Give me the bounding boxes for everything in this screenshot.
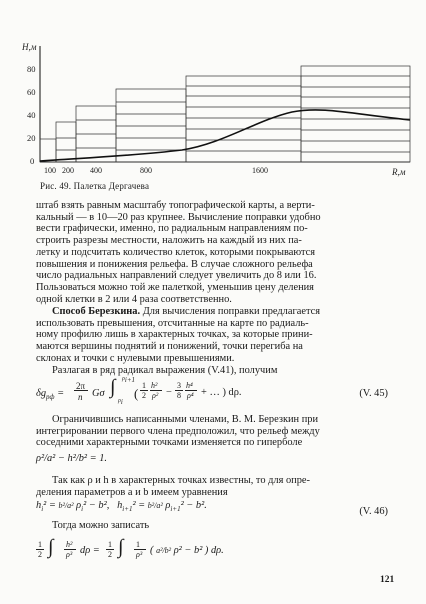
text-line: кальный — в 10—20 раз крупнее. Вычисление поправки удобно <box>36 211 321 223</box>
equation-v46: $h_i^2 = b^2/a^2$ $\rho_i^2 - b^2$, $h_{i+1}^2 = b^2/a^2$ $\rho_{i+1}^2 - b^2$. (V. 46) <box>36 500 388 517</box>
text-line: Тогда можно записать <box>52 520 150 531</box>
relief-profile-curve <box>40 110 410 161</box>
palette-figure <box>22 40 412 190</box>
hyperbola-equation: ρ²/a² − h²/b² = 1. <box>36 453 108 465</box>
y-axis-label: H,м <box>22 42 37 52</box>
text-line: число радиальных направлений следует увеличить до 8 или 16. <box>36 270 317 282</box>
text-line: повышения и понижения рельефа. В случае сложного рельефа <box>36 258 313 270</box>
text-line: Ограничившись написанными членами, В. М. Березкин при <box>52 414 319 425</box>
text-line: маются вершины поднятий и понижений, точки перегиба на <box>36 341 303 353</box>
then-paragraph <box>36 520 388 532</box>
y-tick-label: 40 <box>27 110 36 120</box>
x-tick-label: 800 <box>140 166 152 175</box>
y-tick-label: 0 <box>30 156 35 166</box>
text-line: интегрировании первого члена предположил, что рельеф между <box>36 425 320 437</box>
x-tick-label: 100 <box>44 166 56 175</box>
text-line: использовать превышения, отсчитанные на карте по радиаль- <box>36 317 309 329</box>
parameters-paragraph <box>36 475 388 498</box>
x-axis-label: R,м <box>392 167 406 177</box>
final-integral: 1 2 ∫ h² ρ³ dρ = 1 2 ∫ 1 ρ³ ( a²/b² ρ² − b² ) dρ. <box>38 536 224 559</box>
text-line: одной клетки в 2 или 4 раза соответственно. <box>36 293 232 305</box>
page-number: 121 <box>380 575 395 585</box>
x-tick-label: 200 <box>62 166 74 175</box>
text-line: склонах и точки с нулевыми превышениями. <box>36 352 235 364</box>
x-tick-label: 1600 <box>252 166 268 175</box>
text-line: штаб взять равным масштабу топографической карты, а верти- <box>36 200 315 211</box>
body-paragraph-1 <box>36 200 388 305</box>
y-tick-label: 60 <box>27 87 36 97</box>
equation-v45: $\delta g_{рф}$ = 2π n Gσ ∫ $\rho_{i+1}$ $\rho_i$ ( 1 2 h² ρ² − 3 8 h⁴ ρ⁴ + … ) dρ. (V. 45) <box>36 376 388 407</box>
method-heading: Способ Березкина. <box>52 306 141 317</box>
y-tick-label: 80 <box>27 64 36 74</box>
text-line: строить разрезы местности, наложить на каждый из них па- <box>36 235 302 247</box>
text-line: ному профилю лишь в характерных точках, за которые прини- <box>36 329 313 341</box>
berezkin-method-paragraph <box>36 306 388 376</box>
text-line: вести графически, именно, по радиальным направлениям по- <box>36 223 308 235</box>
text-line: Способ Березкина. Для вычисления поправки предлагается <box>52 306 321 317</box>
text-line: Разлагая в ряд радикал выражения (V.41), получим <box>52 364 278 376</box>
text-line: Пользоваться можно той же палеткой, уменьшив цену деления <box>36 281 314 293</box>
text-line: Так как ρ и h в характерных точках известны, то для опре- <box>52 475 310 486</box>
text-line: летку и подсчитать количество клеток, которыми покрываются <box>36 246 316 258</box>
y-tick-label: 20 <box>27 133 36 143</box>
limitation-paragraph <box>36 414 388 465</box>
equation-number: (V. 45) <box>359 388 388 399</box>
text-line: соседними характерными точками изменяется по гиперболе <box>36 437 303 449</box>
x-tick-label: 400 <box>90 166 102 175</box>
figure-caption: Рис. 49. Палетка Дергачева <box>40 181 150 191</box>
equation-number: (V. 46) <box>359 506 388 517</box>
text-line: деления параметров a и b имеем уравнения <box>36 486 228 498</box>
